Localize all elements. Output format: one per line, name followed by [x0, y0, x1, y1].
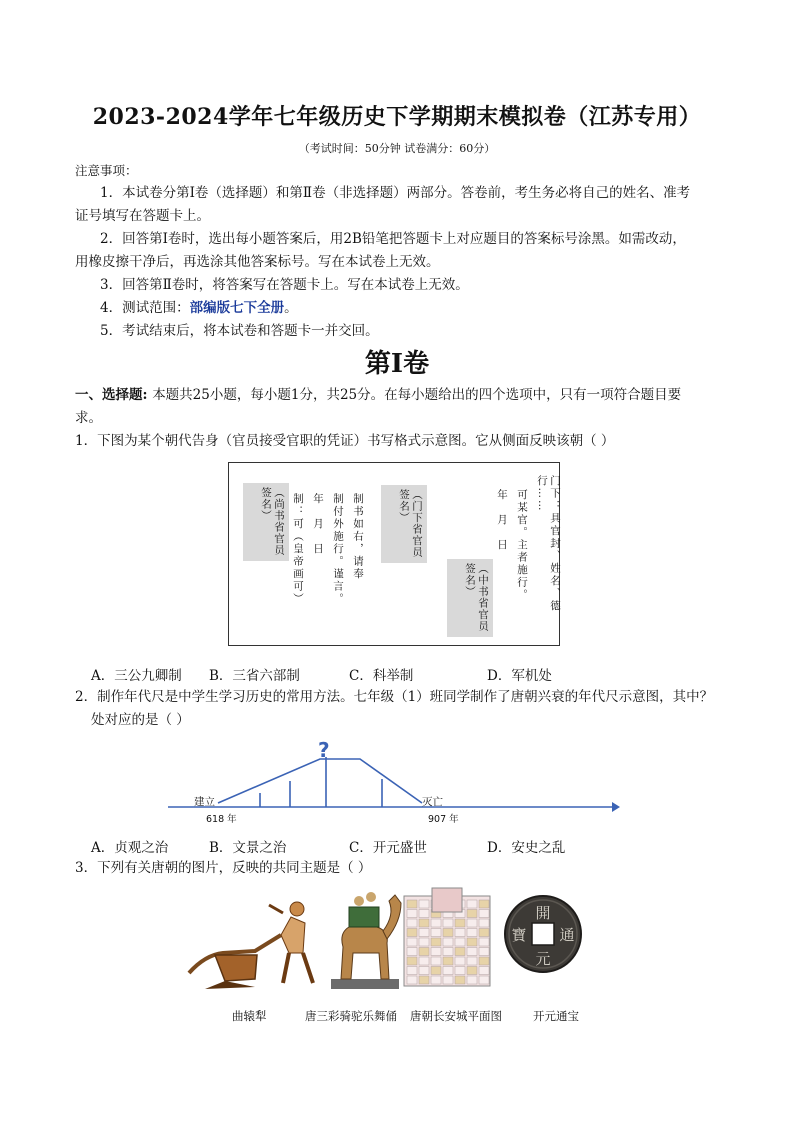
q1-fig-col6: 年 月 日 [312, 493, 324, 556]
q3-plan-block [479, 919, 489, 927]
q3-plan-block [407, 976, 417, 984]
q3-plan-block [431, 938, 441, 946]
q3-plan-block [419, 919, 429, 927]
q3-plan-block [455, 976, 465, 984]
q3-plan-block [419, 910, 429, 918]
q3-coin-char-right: 通 [559, 926, 575, 944]
q3-plan-block [443, 967, 453, 975]
instructions-line-1 [75, 385, 681, 405]
q3-caption-1: 曲辕犁 [232, 1009, 267, 1023]
q3-caption-2: 唐三彩骑驼乐舞俑 [305, 1009, 397, 1023]
q3-plan-palace [432, 888, 462, 912]
q3-plan-block [455, 938, 465, 946]
q3-plan-block [407, 967, 417, 975]
q3-coin-char-left: 寶 [511, 926, 527, 944]
q3-plan-block [431, 948, 441, 956]
q3-plough-body [215, 955, 257, 981]
q3-plan-block [431, 957, 441, 965]
q2-question-mark: ? [318, 738, 330, 762]
note-2-line-a: 2．回答第Ⅰ卷时，选出每小题答案后，用2B铅笔把答题卡上对应题目的答案标号涂黑。如需改动， [100, 231, 686, 247]
q1-zhongshu-label: （中书省官员签名） [464, 563, 489, 632]
q3-plan-block [479, 938, 489, 946]
note-3: 3．回答第Ⅱ卷时，将答案写在答题卡上。写在本试卷上无效。 [100, 277, 469, 293]
note-4-prefix: 4．测试范围： [100, 300, 190, 316]
q3-plan-block [455, 967, 465, 975]
q3-farmer-head [290, 902, 304, 916]
q3-plan-block [431, 976, 441, 984]
exam-title: 2023-2024学年七年级历史下学期期末模拟卷（江苏专用） [92, 104, 702, 130]
q3-plough-image [185, 895, 325, 995]
q2-timeline [160, 735, 620, 830]
q3-plan-block [467, 929, 477, 937]
q3-farmer-arm [269, 905, 283, 913]
q3-plan-block [479, 967, 489, 975]
q3-rider-head-2 [366, 892, 376, 902]
q3-plan-block [467, 976, 477, 984]
q3-coin-char-bottom: 元 [535, 950, 551, 968]
q3-plan-block [479, 948, 489, 956]
q3-farmer-legs [283, 953, 313, 983]
q1-menxia-label: （门下省官员签名） [398, 489, 423, 558]
q3-coin-char-top: 開 [535, 904, 551, 922]
q3-plan-block [431, 929, 441, 937]
note-1-line-b: 证号填写在答题卡上。 [75, 208, 210, 224]
q1-fig-col4: 制书如右，请奉 [352, 493, 364, 581]
instructions-label: 一、选择题: [75, 387, 153, 403]
q3-plan-block [467, 957, 477, 965]
q3-plan-block [443, 929, 453, 937]
q3-farmer-body [281, 917, 305, 953]
q3-plan-block [419, 929, 429, 937]
q3-plan-block [419, 948, 429, 956]
q3-plan-block [407, 919, 417, 927]
q3-changan-plan-image [402, 886, 494, 994]
q3-plough-share [205, 981, 255, 989]
q2-stem-line-a: 2．制作年代尺是中学生学习历史的常用方法。七年级（1）班同学制作了唐朝兴衰的年代尺示意图，其中？ [75, 689, 714, 705]
q3-plan-block [467, 910, 477, 918]
q2-end-label: 灭亡 [422, 796, 443, 808]
q1-stem: 1．下图为某个朝代告身（官员接受官职的凭证）书写格式示意图。它从侧面反映该朝（ ） [75, 433, 615, 449]
note-4 [100, 298, 298, 318]
q3-plan-block [419, 967, 429, 975]
q3-plan-block [419, 957, 429, 965]
q3-stem: 3．下列有关唐朝的图片，反映的共同主题是（ ） [75, 860, 372, 876]
q3-camel-image [325, 887, 405, 995]
q1-shangshu-label: （尚书省官员签名） [260, 487, 285, 556]
q3-plan-block [419, 938, 429, 946]
instructions-line-2: 求。 [75, 410, 102, 426]
q3-plan-grid [407, 900, 489, 984]
instructions-text: 本题共25小题，每小题1分，共25分。在每小题给出的四个选项中，只有一项符合题目要 [152, 387, 682, 403]
q2-option-a[interactable]: A．贞观之治 [91, 840, 169, 856]
q3-plan-block [479, 957, 489, 965]
q3-plan-block [431, 919, 441, 927]
q3-plan-block [443, 938, 453, 946]
q3-plan-block [431, 967, 441, 975]
q3-plan-block [479, 976, 489, 984]
notes-heading: 注意事项： [75, 163, 138, 178]
q3-plan-block [407, 900, 417, 908]
q3-plan-block [455, 948, 465, 956]
q3-plan-block [443, 948, 453, 956]
q3-plan-block [455, 919, 465, 927]
note-4-scope: 部编版七下全册 [189, 300, 285, 316]
q1-fig-col5: 制付外施行。谨言。 [332, 493, 344, 606]
q2-option-c[interactable]: C．开元盛世 [349, 840, 427, 856]
q1-fig-col3: 年 月 日 [496, 489, 508, 552]
q3-plan-block [479, 900, 489, 908]
note-5: 5．考试结束后，将本试卷和答题卡一并交回。 [100, 323, 379, 339]
q3-camel-neck [383, 895, 401, 939]
q3-plan-block [443, 976, 453, 984]
q3-caption-3: 唐朝长安城平面图 [410, 1009, 502, 1023]
q1-option-c[interactable]: C．科举制 [349, 668, 414, 684]
q1-fig-col7: 制：可（皇帝画可） [292, 493, 304, 606]
q3-plan-block [467, 919, 477, 927]
q3-plan-block [467, 948, 477, 956]
q3-caption-4: 开元通宝 [533, 1009, 579, 1023]
q3-plan-block [407, 938, 417, 946]
q2-end-year: 907 年 [428, 814, 459, 825]
q3-camel-riders [349, 907, 379, 927]
section-title: 第Ⅰ卷 [364, 349, 430, 379]
q2-rise-fall-curve [218, 759, 422, 803]
q1-gaoshen-figure [228, 462, 560, 646]
q3-plan-block [467, 900, 477, 908]
note-2-line-b: 用橡皮擦干净后，再选涂其他答案标号。写在本试卷上无效。 [75, 254, 440, 270]
q1-fig-col1: 门下：具官封、姓名、德行…… [536, 475, 561, 613]
q3-plan-block [479, 910, 489, 918]
q2-stem-line-b: 处对应的是（ ） [91, 712, 190, 728]
note-1-line-a: 1．本试卷分第Ⅰ卷（选择题）和第Ⅱ卷（非选择题）两部分。答卷前，考生务必将自己的姓名、准考 [100, 185, 691, 201]
q3-camel-base [331, 979, 399, 989]
q3-camel-body [341, 927, 389, 979]
q1-option-b[interactable]: B．三省六部制 [209, 668, 300, 684]
q2-axis-arrow [612, 802, 620, 812]
q2-option-b[interactable]: B．文景之治 [209, 840, 287, 856]
q3-plan-block [419, 976, 429, 984]
q1-fig-col2: 可某官。主者施行。 [516, 489, 528, 602]
q3-plan-block [407, 929, 417, 937]
q3-plan-block [407, 910, 417, 918]
q3-plan-block [467, 938, 477, 946]
q3-coin-square-hole [532, 923, 554, 945]
q3-rider-head-1 [354, 896, 364, 906]
q3-plan-block [467, 967, 477, 975]
q3-plan-block [443, 957, 453, 965]
q1-option-a[interactable]: A．三公九卿制 [91, 668, 182, 684]
q2-start-label: 建立 [194, 796, 215, 808]
q2-start-year: 618 年 [206, 814, 237, 825]
q3-plan-block [443, 919, 453, 927]
q3-plan-block [455, 929, 465, 937]
q3-plan-block [407, 957, 417, 965]
exam-subtitle: （考试时间：50分钟 试卷满分：60分） [298, 142, 496, 155]
q3-plan-block [407, 948, 417, 956]
q3-coin-image [503, 888, 587, 984]
q3-plan-block [419, 900, 429, 908]
q1-option-d[interactable]: D．军机处 [487, 668, 552, 684]
note-4-suffix: 。 [284, 300, 298, 316]
q3-plan-block [455, 957, 465, 965]
q3-plan-block [479, 929, 489, 937]
q2-option-d[interactable]: D．安史之乱 [487, 840, 566, 856]
